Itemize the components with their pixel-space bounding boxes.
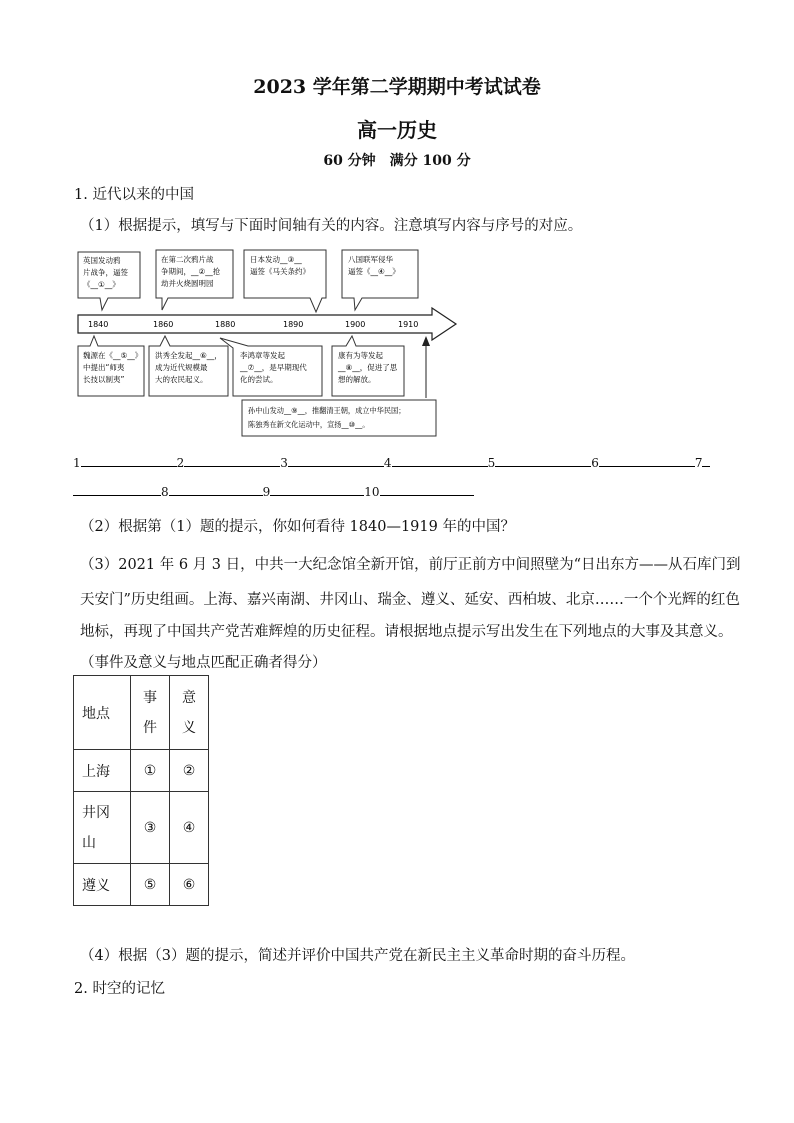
answer-blank-10[interactable] bbox=[380, 484, 474, 496]
bottom-box-5 bbox=[78, 336, 144, 396]
answer-blank-7b[interactable] bbox=[73, 484, 161, 496]
blank-label-6: 6 bbox=[591, 456, 599, 470]
tb1-line2: 片战争，逼签 bbox=[83, 268, 128, 277]
tb1-line3: 《__①__》 bbox=[83, 280, 120, 289]
cell-event: ① bbox=[131, 750, 170, 792]
q1-sub4: （4）根据（3）题的提示，简述并评价中国共产党在新民主主义革命时期的奋斗历程。 bbox=[80, 948, 635, 964]
bb7-line3: 化的尝试。 bbox=[240, 375, 278, 384]
answer-blank-9[interactable] bbox=[270, 484, 364, 496]
exam-meta: 60 分钟 满分 100 分 bbox=[323, 153, 471, 169]
cell-event: ③ bbox=[131, 792, 170, 864]
bb7-line2: __⑦__，是早期现代 bbox=[240, 363, 307, 372]
exam-title: 2023 学年第二学期期中考试试卷 bbox=[253, 76, 541, 98]
table-row bbox=[74, 750, 209, 792]
q1-sub3-line2: 天安门”历史组画。上海、嘉兴南湖、井冈山、瑞金、遵义、延安、西柏坡、北京……一个个光辉的红色 bbox=[80, 592, 740, 608]
bb6-line3: 大的农民起义。 bbox=[155, 375, 208, 384]
blank-label-3: 3 bbox=[280, 456, 288, 470]
bb7-line1: 李鸿章等发起 bbox=[240, 351, 285, 360]
answer-blank-5[interactable] bbox=[495, 455, 591, 467]
blank-label-4: 4 bbox=[383, 456, 392, 470]
q2-heading: 2. 时空的记忆 bbox=[74, 981, 165, 997]
top-box-4 bbox=[342, 250, 418, 310]
year-1890: 1890 bbox=[283, 320, 304, 329]
bb6-line1: 洪秀全发起__⑥__， bbox=[155, 351, 222, 360]
bb9-line2: 陈独秀在新文化运动中，宣扬__⑩__。 bbox=[248, 420, 370, 429]
table-header-row bbox=[74, 676, 209, 750]
bb9-line1: 孙中山发动__⑨__，推翻清王朝，成立中华民国； bbox=[248, 406, 406, 415]
tb2-line3: 劫并火烧圆明园 bbox=[161, 279, 214, 288]
cell-place: 上海 bbox=[74, 750, 131, 792]
events-table bbox=[73, 675, 209, 906]
cell-meaning: ② bbox=[170, 750, 209, 792]
answer-blank-3[interactable] bbox=[288, 455, 384, 467]
blank-label-9: 9 bbox=[262, 485, 271, 499]
q1-sub2: （2）根据第（1）题的提示，你如何看待 1840—1919 年的中国？ bbox=[80, 519, 515, 535]
year-1880: 1880 bbox=[215, 320, 236, 329]
year-1840: 1840 bbox=[88, 320, 109, 329]
q1-sub1: （1）根据提示，填写与下面时间轴有关的内容。注意填写内容与序号的对应。 bbox=[80, 218, 583, 234]
answer-blank-2[interactable] bbox=[184, 455, 280, 467]
th-place: 地点 bbox=[74, 676, 131, 750]
answer-blank-6[interactable] bbox=[599, 455, 695, 467]
tb4-line2: 逼签《__④__》 bbox=[348, 267, 400, 276]
tb1-line1: 英国发动鸦 bbox=[83, 256, 121, 265]
th-event: 事 件 bbox=[131, 676, 170, 750]
table-row bbox=[74, 792, 209, 864]
top-box-1 bbox=[78, 252, 140, 310]
bb6-line2: 成为近代规模最 bbox=[155, 363, 208, 372]
bb8-line2: __⑧__，促进了思 bbox=[338, 363, 398, 372]
q1-sub3-line1a: （3）2021 年 6 月 3 日，中共一大纪念馆全新开馆，前厅 bbox=[80, 557, 458, 573]
blank-label-7: 7 bbox=[694, 456, 703, 470]
blank-label-1: 1 bbox=[73, 456, 81, 470]
q1-sub3-line1 bbox=[80, 553, 741, 574]
th-meaning: 意 义 bbox=[170, 676, 209, 750]
top-box-2 bbox=[156, 250, 233, 310]
bb8-line1: 康有为等发起 bbox=[338, 351, 383, 360]
blank-label-2: 2 bbox=[176, 456, 185, 470]
cell-place: 遵义 bbox=[74, 864, 131, 906]
year-1900: 1900 bbox=[345, 320, 366, 329]
year-1910: 1910 bbox=[398, 320, 419, 329]
tb4-line1: 八国联军侵华 bbox=[348, 255, 393, 264]
tb3-line1: 日本发动__③__ bbox=[250, 255, 302, 264]
answer-blank-4[interactable] bbox=[392, 455, 488, 467]
cell-meaning: ⑥ bbox=[170, 864, 209, 906]
cell-place: 井冈 山 bbox=[74, 792, 131, 864]
tb3-line2: 逼签《马关条约》 bbox=[250, 267, 310, 276]
blanks-row-1 bbox=[73, 455, 710, 470]
cell-meaning: ④ bbox=[170, 792, 209, 864]
table-row bbox=[74, 864, 209, 906]
tb2-line2: 争期间，__②__抢 bbox=[161, 267, 221, 276]
top-box-3 bbox=[244, 250, 326, 312]
bottom-box-7 bbox=[220, 338, 322, 396]
bottom-box-8 bbox=[332, 336, 404, 396]
bb5-line2: 中提出“师夷 bbox=[83, 363, 125, 372]
year-1860: 1860 bbox=[153, 320, 174, 329]
exam-subject: 高一历史 bbox=[357, 118, 437, 142]
q1-sub3-note: （事件及意义与地点匹配正确者得分） bbox=[80, 655, 327, 671]
q1-sub3-line3: 地标，再现了中国共产党苦难辉煌的历史征程。请根据地点提示写出发生在下列地点的大事及其意义。 bbox=[80, 624, 733, 640]
bottom-box-6 bbox=[149, 336, 228, 396]
blanks-row-2 bbox=[73, 484, 474, 499]
cell-event: ⑤ bbox=[131, 864, 170, 906]
q1-sub3-line1b: 正前方中间照壁为“日出东方——从石库门到 bbox=[457, 557, 741, 573]
q1-heading: 1. 近代以来的中国 bbox=[74, 187, 194, 203]
answer-blank-1[interactable] bbox=[81, 455, 177, 467]
blank-label-8: 8 bbox=[161, 485, 169, 499]
bb5-line1: 魏源在《__⑤__》 bbox=[83, 351, 143, 360]
answer-blank-8[interactable] bbox=[169, 484, 263, 496]
answer-blank-7a[interactable] bbox=[702, 455, 710, 467]
blank-label-10: 10 bbox=[364, 485, 380, 499]
timeline-figure bbox=[70, 240, 470, 440]
blank-label-5: 5 bbox=[487, 456, 496, 470]
bb8-line3: 想的解放。 bbox=[338, 375, 376, 384]
tb2-line1: 在第二次鸦片战 bbox=[161, 255, 214, 264]
bb5-line3: 长技以制夷” bbox=[83, 375, 125, 384]
